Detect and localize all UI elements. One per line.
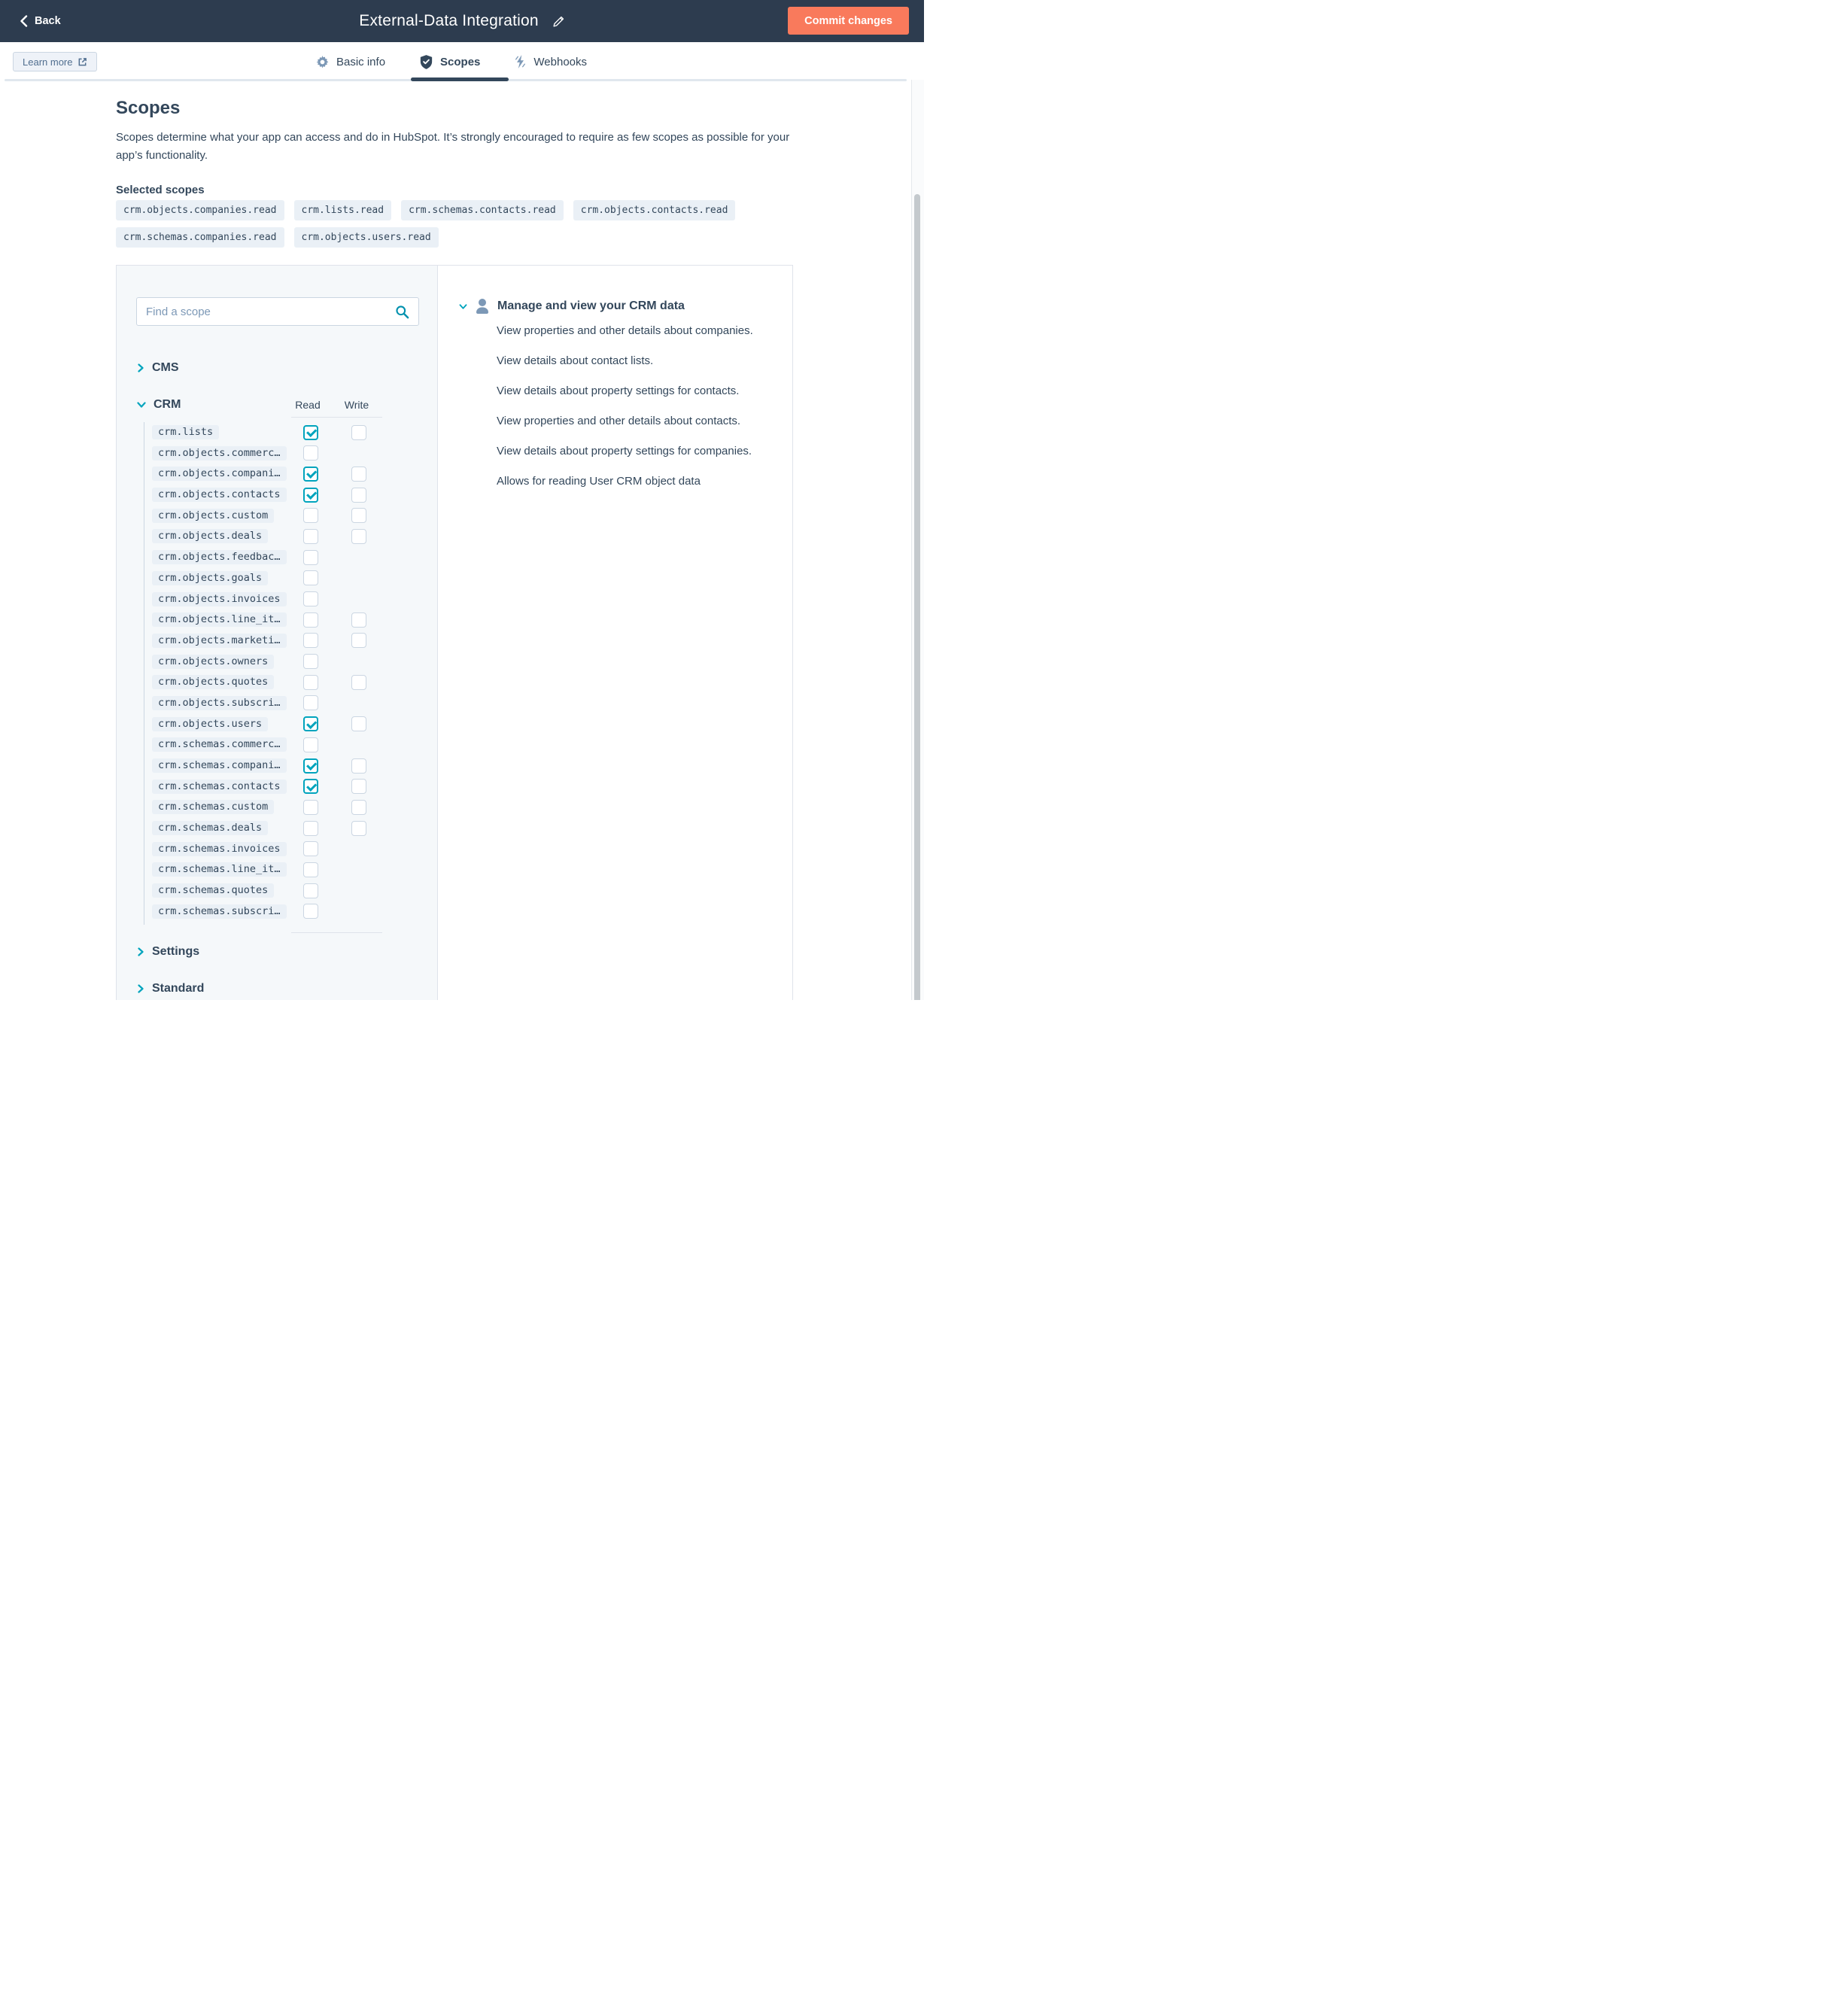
learn-more-label: Learn more xyxy=(23,56,73,68)
tab-scopes[interactable] xyxy=(420,55,480,69)
chevron-down-icon xyxy=(137,401,146,409)
scope-row xyxy=(117,547,437,568)
selected-scope-chip: crm.lists.read xyxy=(294,200,392,220)
scope-label: crm.schemas.compani… xyxy=(152,758,287,773)
write-checkbox[interactable] xyxy=(351,467,366,482)
selected-scopes-list xyxy=(116,200,793,248)
scope-row xyxy=(117,443,437,464)
scope-description-line: View properties and other details about companies. xyxy=(497,324,753,337)
scope-row xyxy=(117,631,437,652)
scope-detail-panel xyxy=(438,266,792,1000)
scope-search-input[interactable] xyxy=(146,298,394,325)
read-checkbox[interactable] xyxy=(303,654,318,669)
scope-label: crm.lists xyxy=(152,425,219,439)
scope-label: crm.objects.marketi… xyxy=(152,634,287,648)
read-checkbox[interactable] xyxy=(303,633,318,648)
back-label: Back xyxy=(35,15,61,27)
read-checkbox[interactable] xyxy=(303,800,318,815)
read-checkbox[interactable] xyxy=(303,425,318,440)
detail-heading: Manage and view your CRM data xyxy=(497,299,685,312)
scope-label: crm.schemas.invoices xyxy=(152,842,287,856)
shield-check-icon xyxy=(420,55,433,69)
selected-scope-chip: crm.objects.users.read xyxy=(294,227,439,248)
scope-row xyxy=(117,485,437,506)
detail-descriptions xyxy=(497,324,753,505)
scope-tree-panel xyxy=(117,266,438,1000)
write-checkbox[interactable] xyxy=(351,612,366,628)
write-checkbox[interactable] xyxy=(351,508,366,523)
scope-row xyxy=(117,609,437,631)
group-settings[interactable] xyxy=(137,945,199,959)
read-checkbox[interactable] xyxy=(303,508,318,523)
scope-row xyxy=(117,693,437,714)
scope-browser xyxy=(116,265,793,1000)
group-label: Settings xyxy=(152,945,200,958)
chevron-right-icon xyxy=(137,984,144,993)
write-checkbox[interactable] xyxy=(351,488,366,503)
column-footer-rule xyxy=(291,932,382,933)
read-checkbox[interactable] xyxy=(303,445,318,460)
read-checkbox[interactable] xyxy=(303,883,318,898)
scope-row xyxy=(117,755,437,777)
write-checkbox[interactable] xyxy=(351,800,366,815)
scope-label: crm.objects.feedbac… xyxy=(152,550,287,564)
scope-description-line: View details about contact lists. xyxy=(497,354,654,367)
read-checkbox[interactable] xyxy=(303,737,318,752)
edit-pencil-icon[interactable] xyxy=(552,15,565,28)
group-cms[interactable] xyxy=(137,361,179,375)
selected-scopes-heading: Selected scopes xyxy=(116,184,205,196)
scope-description-line: View details about property settings for companies. xyxy=(497,445,752,457)
scope-label: crm.schemas.contacts xyxy=(152,780,287,794)
read-checkbox[interactable] xyxy=(303,675,318,690)
chevron-down-icon[interactable] xyxy=(459,303,467,310)
write-checkbox[interactable] xyxy=(351,633,366,648)
write-checkbox[interactable] xyxy=(351,529,366,544)
tab-basic-info[interactable] xyxy=(316,56,385,68)
scope-row xyxy=(117,859,437,880)
scope-label: crm.objects.line_it… xyxy=(152,612,287,627)
page-description: Scopes determine what your app can access and do in HubSpot. It’s strongly encouraged to require as few scopes as possible for your app’s functionality. xyxy=(116,131,790,162)
scope-label: crm.schemas.commerc… xyxy=(152,737,287,752)
read-checkbox[interactable] xyxy=(303,529,318,544)
tab-label: Basic info xyxy=(336,55,386,68)
user-icon xyxy=(473,297,491,317)
write-checkbox[interactable] xyxy=(351,821,366,836)
read-checkbox[interactable] xyxy=(303,695,318,710)
write-checkbox[interactable] xyxy=(351,675,366,690)
scope-label: crm.schemas.custom xyxy=(152,800,274,814)
scope-row xyxy=(117,839,437,860)
scope-row xyxy=(117,464,437,485)
read-checkbox[interactable] xyxy=(303,758,318,774)
learn-more-button[interactable] xyxy=(13,52,97,71)
tab-label: Scopes xyxy=(440,55,481,68)
commit-changes-button[interactable]: Commit changes xyxy=(788,7,909,35)
external-link-icon xyxy=(78,57,87,67)
scope-row xyxy=(117,818,437,839)
scope-label: crm.objects.invoices xyxy=(152,592,287,606)
scope-label: crm.objects.quotes xyxy=(152,675,274,689)
group-label: Standard xyxy=(152,982,205,995)
scope-description-line: View details about property settings for contacts. xyxy=(497,384,740,397)
read-column-header: Read xyxy=(295,399,321,411)
permission-column-headers xyxy=(291,399,382,414)
scope-row xyxy=(117,797,437,818)
gear-icon xyxy=(316,56,329,68)
scope-row xyxy=(117,734,437,755)
scope-row xyxy=(117,568,437,589)
chevron-right-icon xyxy=(137,363,144,372)
scope-label: crm.objects.compani… xyxy=(152,467,287,481)
group-label: CRM xyxy=(153,398,181,411)
selected-scope-chip: crm.schemas.companies.read xyxy=(116,227,284,248)
scope-label: crm.schemas.line_it… xyxy=(152,862,287,877)
active-tab-indicator xyxy=(411,78,509,81)
write-column-header: Write xyxy=(344,399,369,411)
scope-label: crm.objects.contacts xyxy=(152,488,287,502)
read-checkbox[interactable] xyxy=(303,550,318,565)
tabbar xyxy=(0,42,924,81)
write-checkbox[interactable] xyxy=(351,779,366,794)
read-checkbox[interactable] xyxy=(303,612,318,628)
scope-row xyxy=(117,672,437,693)
scope-row xyxy=(117,714,437,735)
read-checkbox[interactable] xyxy=(303,467,318,482)
scope-label: crm.objects.users xyxy=(152,717,268,731)
group-standard[interactable] xyxy=(137,982,204,995)
read-checkbox[interactable] xyxy=(303,862,318,877)
read-checkbox[interactable] xyxy=(303,779,318,794)
group-crm[interactable] xyxy=(137,398,181,412)
scope-label: crm.schemas.quotes xyxy=(152,883,274,898)
back-chevron-icon xyxy=(20,15,28,27)
scope-row xyxy=(117,422,437,443)
vertical-scrollbar-thumb[interactable] xyxy=(914,194,920,1000)
chevron-right-icon xyxy=(137,947,144,956)
scope-row xyxy=(117,880,437,901)
scope-row xyxy=(117,652,437,673)
crm-scope-rows xyxy=(117,422,437,922)
app-title: External-Data Integration xyxy=(359,12,539,29)
vertical-scrollbar-track[interactable] xyxy=(911,80,924,1000)
scope-row xyxy=(117,526,437,547)
tab-label: Webhooks xyxy=(533,55,588,68)
scope-label: crm.schemas.deals xyxy=(152,821,268,835)
detail-heading-row xyxy=(438,297,792,317)
read-checkbox[interactable] xyxy=(303,821,318,836)
lightning-icon xyxy=(515,55,526,68)
scope-label: crm.objects.owners xyxy=(152,655,274,669)
scope-row xyxy=(117,589,437,610)
app-title-group xyxy=(0,0,924,42)
scope-label: crm.objects.deals xyxy=(152,529,268,543)
scope-label: crm.objects.subscri… xyxy=(152,696,287,710)
read-checkbox[interactable] xyxy=(303,841,318,856)
scope-description-line: View properties and other details about contacts. xyxy=(497,415,741,427)
write-checkbox[interactable] xyxy=(351,716,366,731)
tab-list xyxy=(316,42,587,81)
write-checkbox[interactable] xyxy=(351,758,366,774)
scope-row xyxy=(117,506,437,527)
selected-scope-chip: crm.objects.companies.read xyxy=(116,200,284,220)
back-button[interactable] xyxy=(20,0,61,42)
read-checkbox[interactable] xyxy=(303,716,318,731)
tab-webhooks[interactable] xyxy=(515,55,587,68)
scope-label: crm.schemas.subscri… xyxy=(152,904,287,919)
column-header-rule xyxy=(291,417,382,418)
write-checkbox[interactable] xyxy=(351,425,366,440)
page-title: Scopes xyxy=(116,98,181,118)
scope-label: crm.objects.goals xyxy=(152,571,268,585)
app-settings-page xyxy=(0,0,924,1000)
group-label: CMS xyxy=(152,361,179,374)
scope-label: crm.objects.custom xyxy=(152,509,274,523)
read-checkbox[interactable] xyxy=(303,904,318,919)
scope-search xyxy=(136,297,419,326)
scope-label: crm.objects.commerc… xyxy=(152,446,287,460)
scope-row xyxy=(117,777,437,798)
selected-scope-chip: crm.objects.contacts.read xyxy=(573,200,736,220)
topbar xyxy=(0,0,924,42)
selected-scope-chip: crm.schemas.contacts.read xyxy=(401,200,564,220)
read-checkbox[interactable] xyxy=(303,591,318,606)
scope-description-line: Allows for reading User CRM object data xyxy=(497,475,701,488)
scope-row xyxy=(117,901,437,922)
read-checkbox[interactable] xyxy=(303,488,318,503)
read-checkbox[interactable] xyxy=(303,570,318,585)
